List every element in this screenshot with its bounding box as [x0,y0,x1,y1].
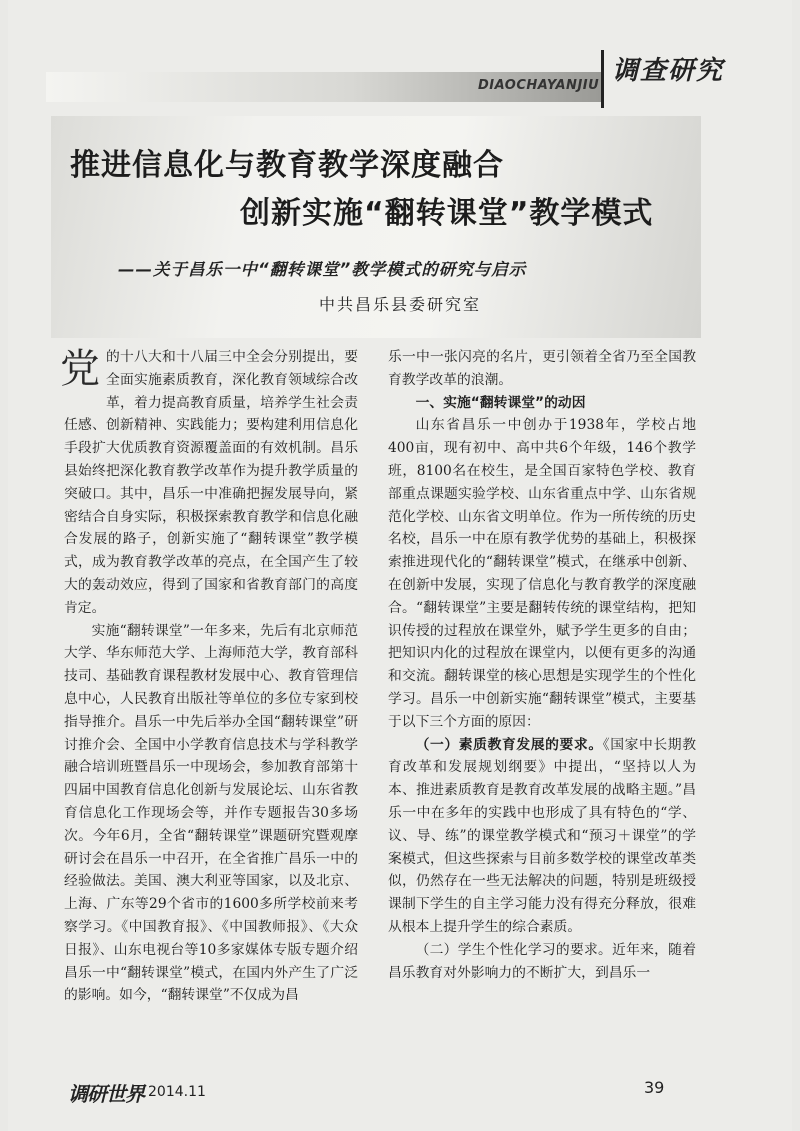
paragraph-2: 实施“翻转课堂”一年多来，先后有北京师范大学、华东师范大学、上海师范大学，教育部科技司、基础教育课程教材发展中心、教育管理信息中心，人民教育出版社等单位的多位专家到校指导推介。昌乐一中先后举办全国“翻转课堂”研讨推介会、全国中小学教育信息技术与学科教学融合培训班暨昌乐一中现场会，参加教育部第十四届中国教育信息化创新与发展论坛、山东省教育信息化工作现场会等，并作专题报告30多场次。今年6月，全省“翻转课堂”课题研究暨观摩研讨会在昌乐一中召开，在全省推广昌乐一中的经验做法。美国、澳大利亚等国家，以及北京、上海、广东等29个省市的1600多所学校前来考察学习。《中国教育报》、《中国教师报》、《大众日报》、山东电视台等10多家媒体专版专题介绍昌乐一中“翻转课堂”模式，在国内外产生了广泛的影响。如今，“翻转课堂”不仅成为昌 [64,622,358,1004]
article-subtitle: ——关于昌乐一中“翻转课堂”教学模式的研究与启示 [118,260,527,279]
paragraph-4-lead: （一）素质教育发展的要求。 [415,736,603,753]
paragraph-intro-text: 的十八大和十八届三中全会分别提出，要全面实施素质教育，深化教育领域综合改革，着力提高教育质量，培养学生社会责任感、创新精神、实践能力；要构建利用信息化手段扩大优质教育资源覆盖面的有效机制。昌乐县始终把深化教育教学改革作为提升教学质量的突破口。其中，昌乐一中准确把握发展导向，紧密结合自身实际，积极探索教育教学和信息化融合发展的路子，创新实施了“翻转课堂”教学模式，成为教育教学改革的亮点，在全国产生了较大的轰动效应，得到了国家和省教育部门的高度肯定。 [64,349,358,616]
paragraph-5 [388,939,696,985]
magazine-logo: 调研世界 [68,1082,144,1106]
section-heading-1: 一、实施“翻转课堂”的动因 [415,394,586,411]
drop-cap: 党 [60,346,100,392]
article-title-line2: 创新实施“翻转课堂”教学模式 [240,196,654,231]
paragraph-5-text: 近年来，随着昌乐教育对外影响力的不断扩大，到昌乐一 [388,941,697,981]
article-author: 中共昌乐县委研究室 [318,295,481,314]
issue-date: 2014.11 [148,1084,206,1100]
paragraph-2-continued: 乐一中一张闪亮的名片，更引领着全省乃至全国教育教学改革的浪潮。 [388,349,696,388]
paragraph-intro [60,346,358,620]
paragraph-3: 山东省昌乐一中创办于1938年，学校占地400亩，现有初中、高中共6个年级，146个教学班，8100名在校生，是全国百家特色学校、教育部重点课题实验学校、山东省重点中学、山东省规范化学校、山东省文明单位。作为一所传统的历史名校，昌乐一中在原有教学优势的基础上，积极探索推进现代化的“翻转课堂”模式，在继承中创新、在创新中发展，实现了信息化与教育教学的深度融合。“翻转课堂”主要是翻转传统的课堂结构，把知识传授的过程放在课堂外，赋予学生更多的自由；把知识内化的过程放在课堂内，以便有更多的沟通和交流。翻转课堂的核心思想是实现学生的个性化学习。昌乐一中创新实施“翻转课堂”模式，主要基于以下三个方面的原因： [388,417,696,730]
section-divider [601,50,604,108]
paragraph-4 [388,734,696,939]
paragraph-5-lead: （二）学生个性化学习的要求。 [415,941,613,958]
right-column [388,346,696,984]
paragraph-4-text: 《国家中长期教育改革和发展规划纲要》中提出，“坚持以人为本、推进素质教育是教育改革发展的战略主题。”昌乐一中在多年的实践中也形成了具有特色的“学、议、导、练”的课堂教学模式和“预习＋课堂”的学案模式，但这些探索与目前多数学校的课堂改革类似，仍然存在一些无法解决的问题，特别是班级授课制下学生的自主学习能力没有得充分释放，很难从根本上提升学生的综合素质。 [388,736,696,935]
left-column [60,346,358,1007]
magazine-page [8,0,792,1131]
section-name-chinese: 调查研究 [612,56,725,86]
article-title-line1: 推进信息化与教育教学深度融合 [70,148,504,183]
section-name-latin: DIAOCHAYANJIU [478,78,600,93]
page-number: 39 [644,1078,665,1097]
